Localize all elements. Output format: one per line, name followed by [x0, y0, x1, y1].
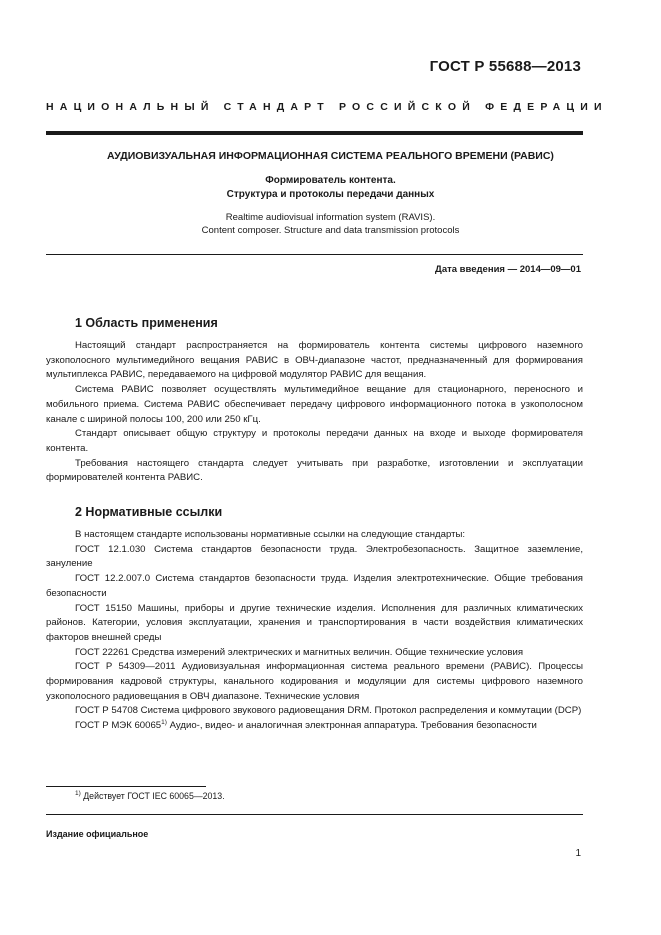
english-title-line2: Content composer. Structure and data transmission protocols [201, 225, 460, 236]
reference-item: ГОСТ Р 54708 Система цифрового звукового радиовещания DRM. Протокол распределения и коммутации (DCP) [75, 705, 582, 717]
section-heading-references: 2 Нормативные ссылки [75, 505, 223, 519]
reference-title: Аудио-, видео- и аналогичная электронная аппаратура. Требования безопасности [166, 720, 537, 732]
reference-item: ГОСТ Р 54309—2011 Аудиовизуальная информационная система реального времени (РАВИС). Процессы формирования кадровой структуры, канального кодирования и модуляции для системы цифрового наземного узкополосного радиовещания в ОВЧ диапазоне. Технические условия [46, 661, 583, 702]
reference-item: ГОСТ 12.1.030 Система стандартов безопасности труда. Электробезопасность. Защитное заземление, зануление [46, 543, 583, 570]
footnote-mark: 1) [75, 790, 81, 797]
paragraph: Требования настоящего стандарта следует учитывать при разработке, изготовлении и эксплуатации формирователей контента РАВИС. [46, 457, 583, 484]
document-subtitle-line2: Структура и протоколы передачи данных [226, 189, 435, 200]
official-edition-label: Издание официальное [46, 829, 149, 839]
standard-number: ГОСТ Р 55688—2013 [429, 58, 581, 75]
introduction-date: Дата введения — 2014—09—01 [435, 264, 581, 275]
reference-code: ГОСТ Р МЭК 60065 [75, 720, 162, 732]
header-divider [46, 131, 583, 135]
reference-item: ГОСТ 22261 Средства измерений электрических и магнитных величин. Общие технические условия [75, 646, 524, 658]
section-references-body [46, 528, 583, 734]
reference-item: ГОСТ 15150 Машины, приборы и другие технические изделия. Исполнения для различных климатических районов. Категории, условия эксплуатации, хранения и транспортирования в части воздействия климатических факторов внешней среды [46, 602, 583, 643]
national-standard-banner: НАЦИОНАЛЬНЫЙ СТАНДАРТ РОССИЙСКОЙ ФЕДЕРАЦИИ [46, 101, 608, 113]
document-title: АУДИОВИЗУАЛЬНАЯ ИНФОРМАЦИОННАЯ СИСТЕМА РЕАЛЬНОГО ВРЕМЕНИ (РАВИС) [107, 150, 554, 162]
footnote-marker: 1) [161, 719, 167, 727]
footnote-text: Действует ГОСТ IEC 60065—2013. [80, 791, 225, 801]
english-title-line1: Realtime audiovisual information system (RAVIS). [225, 212, 436, 223]
paragraph: Настоящий стандарт распространяется на формирователь контента системы цифрового наземного узкополосного мультимедийного вещания РАВИС в ОВЧ-диапазоне частот, предназначенный для формирования мультиплекса РАВИС, передаваемого на цифровой модулятор РАВИС для вещания. [46, 340, 583, 381]
title-divider [46, 254, 583, 255]
section-heading-scope: 1 Область применения [75, 316, 218, 330]
page-number: 1 [575, 848, 581, 859]
section-scope-body [46, 339, 583, 486]
footer-divider [46, 814, 583, 815]
reference-item [46, 719, 583, 734]
paragraph: Стандарт описывает общую структуру и протоколы передачи данных на входе и выходе формирователя контента. [46, 428, 583, 454]
paragraph: В настоящем стандарте использованы нормативные ссылки на следующие стандарты: [75, 529, 466, 540]
document-subtitle-line1: Формирователь контента. [265, 175, 396, 186]
reference-item: ГОСТ 12.2.007.0 Система стандартов безопасности труда. Изделия электротехнические. Общие требования безопасности [46, 573, 583, 599]
footnote [75, 791, 225, 801]
paragraph: Система РАВИС позволяет осуществлять мультимедийное вещание для стационарного, переносного и мобильного приема. Система РАВИС обеспечивает передачу цифрового информационного потока в узкополосном канале с шириной полосы 100, 200 или 250 кГц. [46, 384, 583, 425]
footnote-divider [46, 786, 206, 787]
